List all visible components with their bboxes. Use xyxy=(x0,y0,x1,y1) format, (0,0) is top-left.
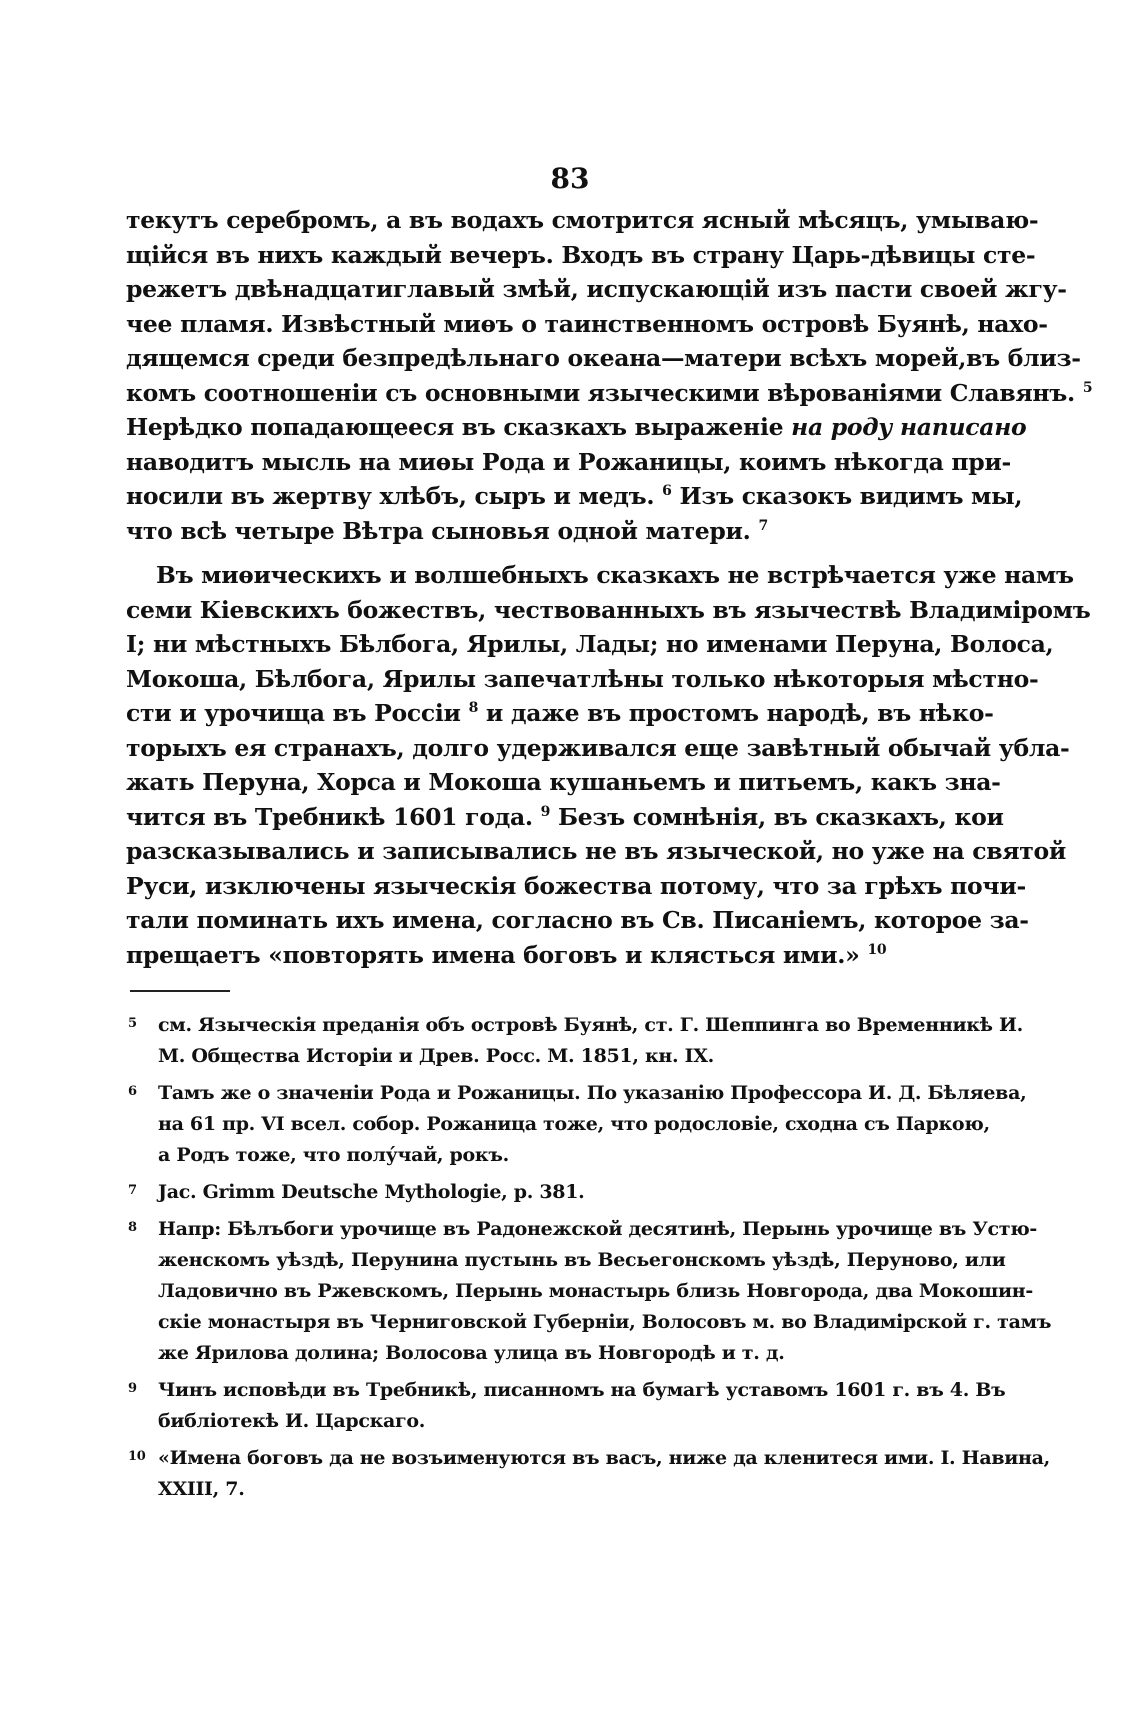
text-line: щійся въ нихъ каждый вечеръ. Входъ въ страну Царь-дѣвицы сте- xyxy=(126,240,1036,269)
footnote-divider xyxy=(130,990,230,992)
text-line: дящемся среди безпредѣльнаго океана—матери всѣхъ морей,въ близ- xyxy=(126,344,1081,372)
footnote-line: Ладовично въ Ржевскомъ, Перынь монастырь близь Новгорода, два Мокошин- xyxy=(158,1280,1033,1302)
text-line: что всѣ четыре Вѣтра сыновья одной матери. $^7$ xyxy=(126,516,768,545)
text-line: торыхъ ея странахъ, долго удерживался еще завѣтный обычай ублa- xyxy=(126,733,1070,762)
footnote-10 xyxy=(128,1443,1050,1505)
footnote-number: 5 xyxy=(128,1016,137,1031)
text-line: режетъ двѣнадцатиглавый змѣй, испускающій изъ пасти своей жгу- xyxy=(126,275,1067,303)
text-line: Нерѣдко попадающееся въ сказкахъ выраженіе на роду написано xyxy=(126,413,1027,441)
footnote-line: же Ярилова долина; Волосова улица въ Новгородѣ и т. д. xyxy=(158,1342,785,1364)
footnote-line: а Родъ тоже, что полу́чай, рокъ. xyxy=(158,1144,509,1166)
text-line: наводитъ мысль на миѳы Рода и Рожаницы, коимъ нѣкогда при- xyxy=(126,447,1011,476)
footnote-ref: 9 xyxy=(540,803,551,820)
footnote-ref: 5 xyxy=(1082,379,1093,396)
footnote-line: скіе монастыря въ Черниговской Губерніи, Волосовъ м. во Владимірской г. тамъ xyxy=(158,1311,1052,1333)
footnote-line: библіотекѣ И. Царскаго. xyxy=(158,1410,426,1432)
text-line: прещаетъ «повторять имена боговъ и клясться ими.» $^{10}$ xyxy=(126,940,887,969)
footnote-number: 7 xyxy=(128,1183,137,1198)
footnote-line: Тамъ же о значеніи Рода и Рожаницы. По указанію Профессора И. Д. Бѣляева, xyxy=(158,1082,1027,1104)
footnote-line: XXIII, 7. xyxy=(158,1478,245,1500)
footnote-ref: 8 xyxy=(468,700,479,717)
footnote-ref: 6 xyxy=(662,483,672,500)
text-line: чее пламя. Извѣстный миѳъ о таинственномъ островѣ Буянѣ, нахо- xyxy=(126,309,1048,338)
footnote-5 xyxy=(128,1010,1023,1072)
page-number: 83 xyxy=(550,162,590,195)
text-line: Руси, изключены языческія божества потому, что за грѣхъ почи- xyxy=(126,871,1026,900)
italic-phrase: на роду написано xyxy=(791,413,1027,441)
footnote-line: «Имена боговъ да не возъименуются въ васъ, ниже да кленитеся ими. І. Навина, xyxy=(158,1447,1050,1469)
paragraph-2 xyxy=(126,558,1091,972)
footnote-line: Jac. Grimm Deutsche Mythologie, p. 381. xyxy=(158,1181,585,1203)
footnote-line: Напр: Бѣлъбоги урочище въ Радонежской десятинѣ, Перынь урочище въ Устю- xyxy=(158,1218,1038,1240)
text-line: Въ миѳическихъ и волшебныхъ сказкахъ не встрѣчается уже намъ xyxy=(156,561,1074,589)
footnote-line: женскомъ уѣздѣ, Перунина пустынь въ Весьегонскомъ уѣздѣ, Перуново, или xyxy=(158,1249,1006,1271)
footnote-number: 6 xyxy=(128,1084,137,1099)
footnote-7 xyxy=(128,1177,954,1208)
text-line: I; ни мѣстныхъ Бѣлбога, Ярилы, Лады; но именами Перуна, Волоса, xyxy=(126,630,1054,658)
footnote-line: Чинъ исповѣди въ Требникѣ, писанномъ на бумагѣ уставомъ 1601 г. въ 4. Въ xyxy=(158,1379,1006,1401)
footnote-line: на 61 пр. VI всел. собор. Рожаница тоже, что родословіе, сходна съ Паркою, xyxy=(158,1113,990,1135)
footnote-number: 10 xyxy=(128,1449,146,1464)
text-line: разсказывались и записывались не въ языческой, но уже на святой xyxy=(126,837,1067,865)
footnote-ref: 10 xyxy=(867,941,887,958)
text-line: тали поминать ихъ имена, согласно въ Св. Писаніемъ, которое за- xyxy=(126,906,1029,934)
text-line: семи Кіевскихъ божествъ, чествованныхъ въ язычествѣ Владиміромъ xyxy=(126,595,1091,624)
footnote-line: М. Общества Исторіи и Древ. Росс. М. 1851, кн. IX. xyxy=(158,1045,714,1067)
footnote-line: см. Языческія преданія объ островѣ Буянѣ, ст. Г. Шеппинга во Временникѣ И. xyxy=(158,1014,1023,1036)
text-line: Мокоша, Бѣлбога, Ярилы запечатлѣны только нѣкоторыя мѣстно- xyxy=(126,664,1039,693)
text-line: носили въ жертву хлѣбъ, сыръ и медъ. $^6$ Изъ сказокъ видимъ мы, xyxy=(126,482,1023,510)
footnotes xyxy=(128,1010,1052,1511)
text-line: сти и урочища въ Россіи $^8$ и даже въ простомъ народѣ, въ нѣко- xyxy=(126,699,994,727)
paragraph-1 xyxy=(126,203,1093,548)
footnote-number: 9 xyxy=(128,1381,137,1396)
footnote-6 xyxy=(128,1078,1027,1171)
text-line: чится въ Требникѣ 1601 года. $^9$ Безъ сомнѣнія, въ сказкахъ, кои xyxy=(126,802,1004,831)
text-line: текутъ серебромъ, а въ водахъ смотрится ясный мѣсяцъ, умываю- xyxy=(126,206,1039,234)
text-line: жать Перуна, Хорса и Мокоша кушаньемъ и питьемъ, какъ зна- xyxy=(126,768,1001,796)
footnote-9 xyxy=(128,1375,1006,1437)
text-line: комъ соотношеніи съ основными языческими вѣрованіями Славянъ. $^5$ xyxy=(126,378,1093,407)
footnote-ref: 7 xyxy=(758,517,768,534)
footnote-number: 8 xyxy=(128,1220,137,1235)
footnote-8 xyxy=(128,1214,1052,1369)
